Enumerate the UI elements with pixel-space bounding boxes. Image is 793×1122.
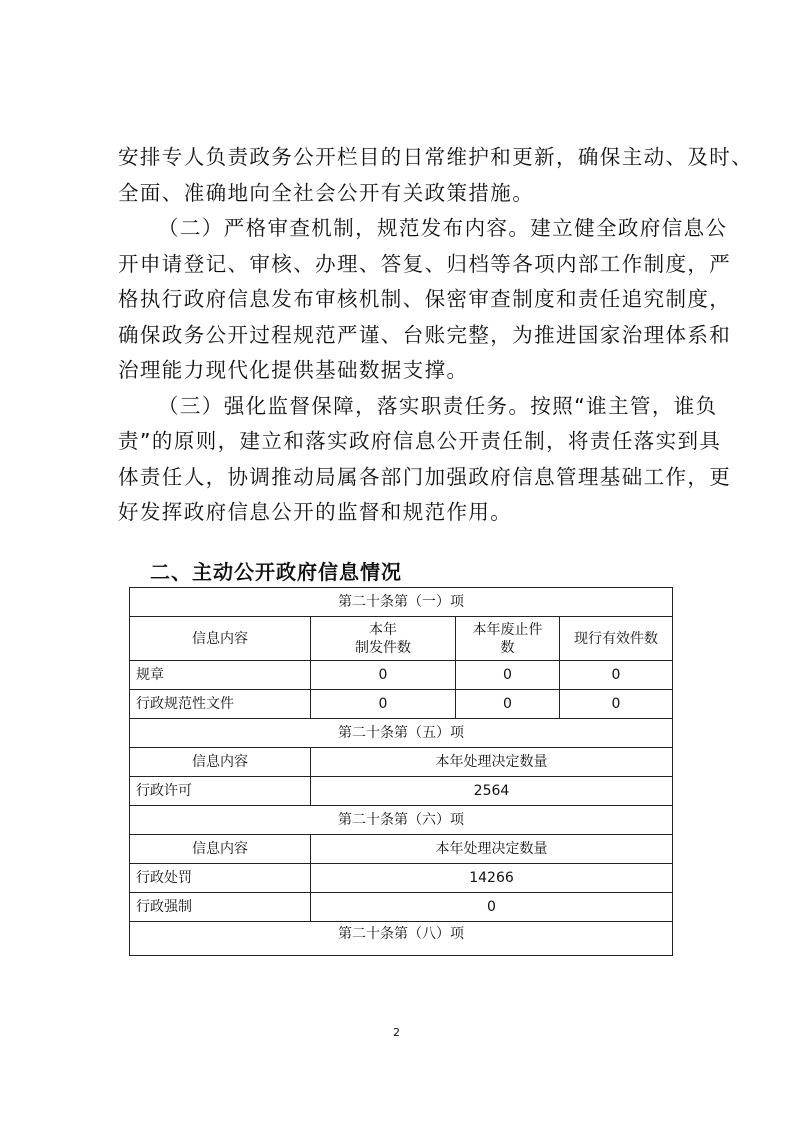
section-title: 第二十条第（六）项 [130, 806, 673, 835]
cell-value: 0 [311, 893, 673, 922]
paragraph-line: 格执行政府信息发布审核机制、保密审查制度和责任追究制度， [118, 287, 732, 311]
column-header: 现行有效件数 [560, 617, 673, 661]
paragraph-line: 确保政务公开过程规范严谨、台账完整，为推进国家治理体系和 [118, 322, 732, 347]
table-section-title-row [130, 922, 673, 956]
section-title: 第二十条第（一）项 [130, 588, 673, 617]
paragraph-line: 全面、准确地向全社会公开有关政策措施。 [118, 180, 535, 205]
paragraph-line: （三）强化监督保障，落实职责任务。按照“谁主管，谁负 [158, 393, 718, 418]
section-heading: 二、主动公开政府信息情况 [150, 560, 402, 584]
page-number: 2 [393, 1026, 400, 1039]
table-header-row [130, 835, 673, 864]
section-title: 第二十条第（五）项 [130, 719, 673, 748]
cell-value: 2564 [311, 777, 673, 806]
table-header-row [130, 617, 673, 661]
column-header: 本年处理决定数量 [311, 835, 673, 864]
column-header: 本年处理决定数量 [311, 748, 673, 777]
table-row [130, 661, 673, 690]
cell-value: 0 [311, 661, 456, 690]
cell-value: 0 [560, 661, 673, 690]
table-row [130, 777, 673, 806]
column-header: 信息内容 [130, 748, 311, 777]
paragraph-line: 责”的原则，建立和落实政府信息公开责任制，将责任落实到具 [118, 429, 722, 453]
paragraph-line: 体责任人，协调推动局属各部门加强政府信息管理基础工作，更 [118, 464, 732, 489]
table-section-title-row [130, 719, 673, 748]
header-line: 本年 [369, 621, 397, 638]
header-line: 制发件数 [355, 639, 411, 656]
table-section-title-row [130, 806, 673, 835]
column-header: 信息内容 [130, 835, 311, 864]
table-row [130, 864, 673, 893]
column-header: 信息内容 [130, 617, 311, 661]
table-row [130, 893, 673, 922]
disclosure-table [129, 587, 673, 956]
cell-value: 14266 [311, 864, 673, 893]
paragraph-line: （二）严格审查机制，规范发布内容。建立健全政府信息公 [158, 216, 728, 240]
row-label: 行政规范性文件 [130, 690, 311, 719]
row-label: 行政许可 [130, 777, 311, 806]
table-section-title-row [130, 588, 673, 617]
section-title: 第二十条第（八）项 [130, 922, 673, 956]
cell-value: 0 [560, 690, 673, 719]
column-header [311, 617, 456, 661]
header-line: 数 [500, 639, 515, 656]
cell-value: 0 [456, 690, 560, 719]
paragraph-line: 好发挥政府信息公开的监督和规范作用。 [118, 500, 513, 524]
row-label: 行政处罚 [130, 864, 311, 893]
cell-value: 0 [311, 690, 456, 719]
column-header [456, 617, 560, 661]
body-text [118, 140, 754, 531]
table-header-row [130, 748, 673, 777]
paragraph-line: 安排专人负责政务公开栏目的日常维护和更新，确保主动、及时、 [118, 145, 754, 169]
cell-value: 0 [456, 661, 560, 690]
paragraph-line: 开申请登记、审核、办理、答复、归档等各项内部工作制度，严 [118, 251, 732, 276]
header-line: 本年废止件 [472, 621, 543, 638]
paragraph-line: 治理能力现代化提供基础数据支撑。 [118, 358, 469, 382]
row-label: 行政强制 [130, 893, 311, 922]
table-row [130, 690, 673, 719]
row-label: 规章 [130, 661, 311, 690]
